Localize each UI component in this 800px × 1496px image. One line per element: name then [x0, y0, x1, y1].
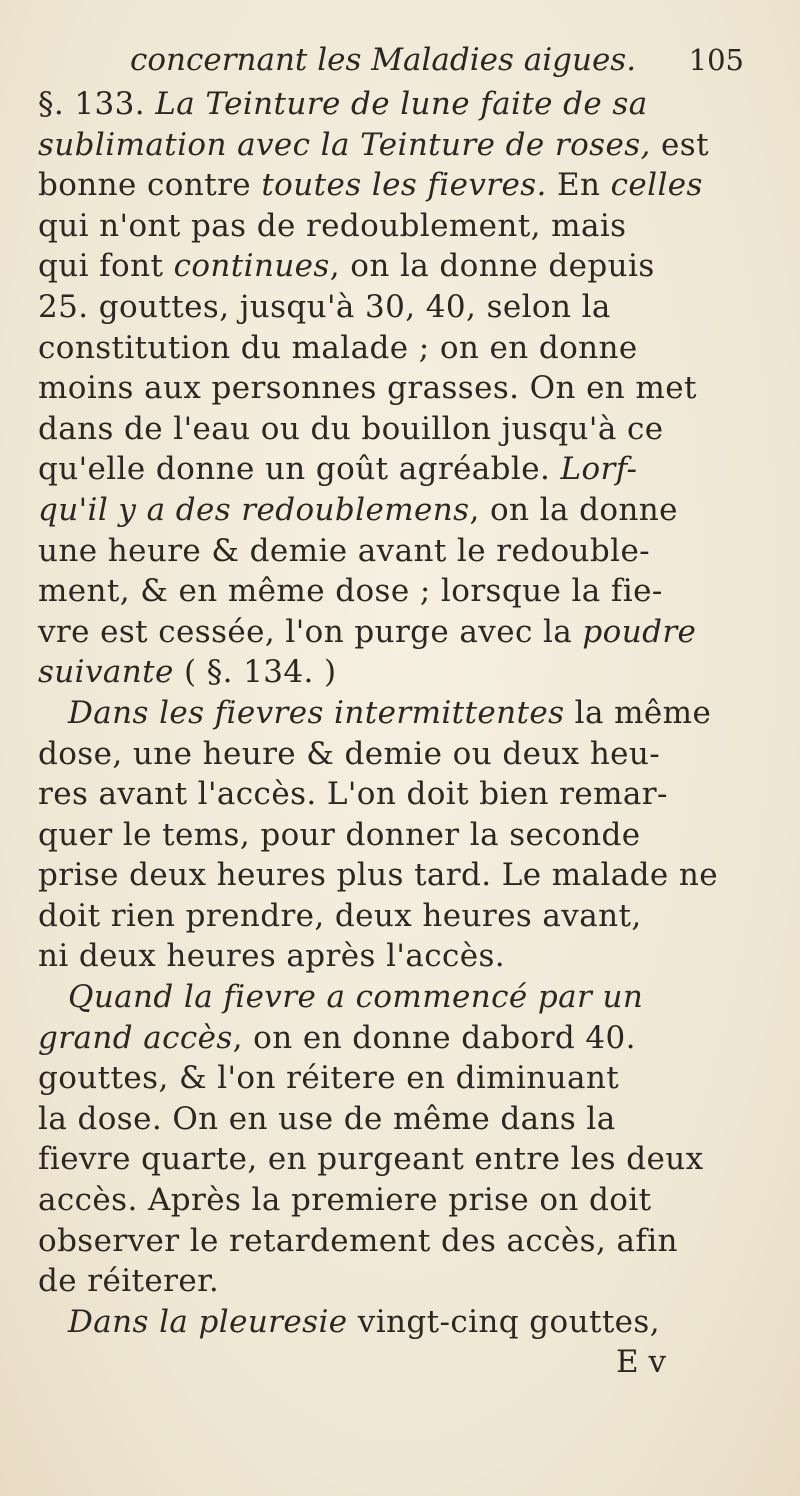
text-line — [38, 125, 758, 166]
italic-segment: toutes les fievres. — [261, 167, 547, 204]
text-line — [38, 490, 758, 531]
text-segment: prise deux heures plus tard. Le malade ne — [38, 857, 718, 894]
italic-segment: Dans les fievres intermittentes — [68, 694, 565, 731]
text-line — [38, 287, 758, 328]
text-line — [38, 612, 758, 653]
text-line — [38, 84, 758, 125]
text-segment: gouttes, & l'on réitere en diminuant — [38, 1060, 620, 1097]
body-text — [38, 84, 758, 1342]
text-line — [38, 652, 758, 693]
text-line — [38, 774, 758, 815]
text-segment: qui n'ont pas de redoublement, mais — [38, 207, 627, 244]
text-line — [38, 1018, 758, 1059]
page-number: 105 — [688, 43, 744, 77]
text-segment: accès. Après la premiere prise on doit — [38, 1182, 652, 1219]
text-line — [38, 936, 758, 977]
text-segment: vingt-cinq gouttes, — [347, 1303, 660, 1340]
text-line — [38, 815, 758, 856]
text-line — [38, 449, 758, 490]
text-line — [38, 409, 758, 450]
text-line — [38, 1139, 758, 1180]
text-segment: , on la donne depuis — [329, 248, 655, 285]
catchword: E v — [616, 1344, 666, 1381]
text-line — [38, 531, 758, 572]
text-line — [38, 328, 758, 369]
text-line — [38, 571, 758, 612]
text-line — [38, 1099, 758, 1140]
text-segment: dans de l'eau ou du bouillon jusqu'à ce — [38, 410, 664, 447]
italic-segment: celles — [610, 167, 703, 204]
text-segment: fievre quarte, en purgeant entre les deux — [38, 1141, 704, 1178]
text-line — [38, 246, 758, 287]
text-line — [38, 693, 758, 734]
italic-segment: grand accès — [38, 1019, 233, 1056]
text-line — [38, 165, 758, 206]
text-segment: est — [650, 126, 709, 163]
text-line — [38, 1180, 758, 1221]
text-segment: doit rien prendre, deux heures avant, — [38, 897, 642, 934]
text-line — [38, 368, 758, 409]
italic-segment: poudre — [582, 613, 697, 650]
text-segment: qu'elle donne un goût agréable. — [38, 451, 561, 488]
text-segment: observer le retardement des accès, afin — [38, 1222, 678, 1259]
italic-segment: Quand la fievre a commencé par un — [68, 979, 644, 1016]
text-line — [38, 1261, 758, 1302]
text-line — [38, 855, 758, 896]
text-segment: la dose. On en use de même dans la — [38, 1100, 616, 1137]
italic-segment: qu'il y a des redoublemens — [38, 491, 470, 528]
text-segment: quer le tems, pour donner la seconde — [38, 816, 641, 853]
text-line — [38, 734, 758, 775]
text-segment: ( §. 134. ) — [173, 654, 337, 691]
text-segment: §. 133. — [38, 86, 156, 122]
text-segment: ni deux heures après l'accès. — [38, 938, 506, 975]
text-line — [38, 206, 758, 247]
text-segment: de réiterer. — [38, 1263, 220, 1300]
text-line — [38, 1221, 758, 1262]
text-segment: vre est cessée, l'on purge avec la — [38, 613, 583, 650]
italic-segment: La Teinture de lune faite de sa — [155, 86, 648, 122]
italic-segment: suivante — [38, 654, 174, 691]
text-segment: une heure & demie avant le redouble- — [38, 532, 651, 569]
text-segment: res avant l'accès. L'on doit bien remar- — [38, 776, 668, 813]
running-head — [38, 40, 758, 80]
text-segment: moins aux personnes grasses. On en met — [38, 370, 697, 407]
italic-segment: Lorf- — [560, 451, 638, 488]
text-segment: En — [546, 167, 611, 204]
italic-segment: Dans la pleuresie — [68, 1303, 348, 1340]
text-segment: 25. gouttes, jusqu'à 30, 40, selon la — [38, 288, 611, 325]
text-segment: constitution du malade ; on en donne — [38, 329, 638, 366]
text-segment: ment, & en même dose ; lorsque la fie- — [38, 573, 663, 610]
text-line — [38, 1058, 758, 1099]
text-segment: dose, une heure & demie ou deux heu- — [38, 735, 661, 772]
text-line — [38, 1302, 758, 1343]
text-segment: bonne contre — [38, 167, 262, 204]
running-title: concernant les Maladies aigues. — [130, 42, 637, 78]
italic-segment: continues — [173, 248, 330, 285]
text-segment: la même — [564, 694, 712, 731]
italic-segment: sublimation avec la Teinture de roses, — [38, 126, 651, 163]
text-segment: qui font — [38, 248, 174, 285]
text-line — [38, 977, 758, 1018]
text-segment: , on en donne dabord 40. — [232, 1019, 636, 1056]
text-line — [38, 896, 758, 937]
text-segment: , on la donne — [469, 491, 678, 528]
